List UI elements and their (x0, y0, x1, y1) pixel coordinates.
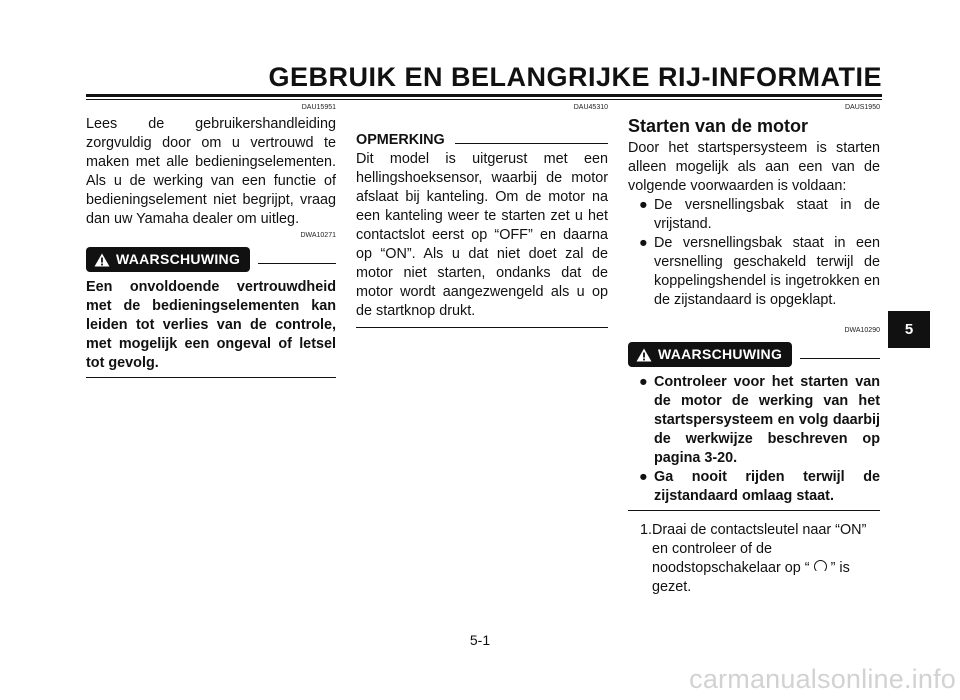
step-text-after: ” is gezet. (652, 560, 850, 595)
bullet-icon: ● (639, 197, 648, 213)
note-rule (455, 143, 608, 144)
watermark: carmanualsonline.info (689, 664, 956, 694)
warning-end-rule (86, 377, 336, 378)
warning-code: DWA10271 (300, 232, 336, 239)
step-item (628, 521, 880, 597)
run-switch-symbol-icon (814, 560, 827, 573)
intro-paragraph: Lees de gebruikershandleiding zorgvuldig door om u vertrouwd te maken met alle bedieningselementen. Als u de werking van een functie of bedieningselement niet begrijpt, vraag dan uw Yamaha dealer om uitleg. (86, 116, 336, 227)
bullet-icon: ● (639, 374, 648, 390)
section-title: Starten van de motor (628, 116, 809, 136)
warning-badge (628, 342, 792, 367)
list-item: ● De versnellingsbak staat in een versnelling geschakeld terwijl de koppelingshendel is ingetrokken en de zijstandaard is opgeklapt. (639, 235, 880, 308)
warning-rule (800, 358, 880, 359)
warning-label: WAARSCHUWING (658, 346, 783, 362)
warning-header (628, 342, 880, 367)
step-text-before: Draai de contactsleutel naar “ON” en controleer of de noodstopschakelaar op “ (652, 522, 867, 576)
conditions-list (628, 196, 880, 310)
note-header (356, 131, 608, 150)
note-end-rule (356, 327, 608, 328)
warning-text: Een onvoldoende vertrouwdheid met de bedieningselementen kan leiden tot verlies van de controle, met mogelijk een ongeval of letsel tot gevolg. (86, 279, 336, 371)
warning-badge (86, 247, 250, 272)
bullet-icon: ● (639, 469, 648, 485)
doc-code: DAUS1950 (844, 104, 880, 111)
column-left (86, 103, 336, 378)
header-rule (86, 94, 882, 100)
warning-rule (258, 263, 336, 264)
step-number: 1. (640, 522, 653, 538)
warning-header (86, 247, 336, 272)
list-item: ● De versnellingsbak staat in de vrijstand. (639, 197, 880, 232)
warning-list (628, 373, 880, 506)
note-title: OPMERKING (356, 132, 445, 148)
bullet-icon: ● (639, 235, 648, 251)
doc-code: DAU15951 (301, 104, 336, 111)
column-middle (356, 103, 608, 328)
warning-triangle-icon (94, 253, 110, 267)
warning-end-rule (628, 510, 880, 511)
column-right (628, 103, 880, 597)
page-number: 5-1 (469, 632, 491, 648)
list-item: ● Controleer voor het starten van de motor de werking van het startspersysteem en volg daarbij de werkwijze beschreven op pagina 3-20. (639, 374, 880, 466)
note-text: Dit model is uitgerust met een hellingshoeksensor, waarbij de motor afslaat bij kanteling. Om de motor na een kanteling weer te starten zet u het contactslot eerst op “OFF” en daarna op “ON”. Als u dat niet doet zal de motor niet starten, ondanks dat de motor wordt aangezwengeld als u op de startknop drukt. (356, 151, 608, 319)
section-intro: Door het startspersysteem is starten alleen mogelijk als aan een van de volgende voorwaarden is voldaan: (628, 140, 880, 194)
warning-code: DWA10290 (844, 327, 880, 334)
chapter-tab: 5 (888, 311, 930, 348)
warning-label: WAARSCHUWING (116, 251, 241, 267)
doc-code: DAU45310 (573, 104, 608, 111)
list-item: ● Ga nooit rijden terwijl de zijstandaard omlaag staat. (639, 469, 880, 504)
page-header-title: GEBRUIK EN BELANGRIJKE RIJ-INFORMATIE (268, 62, 882, 92)
warning-triangle-icon (636, 348, 652, 362)
